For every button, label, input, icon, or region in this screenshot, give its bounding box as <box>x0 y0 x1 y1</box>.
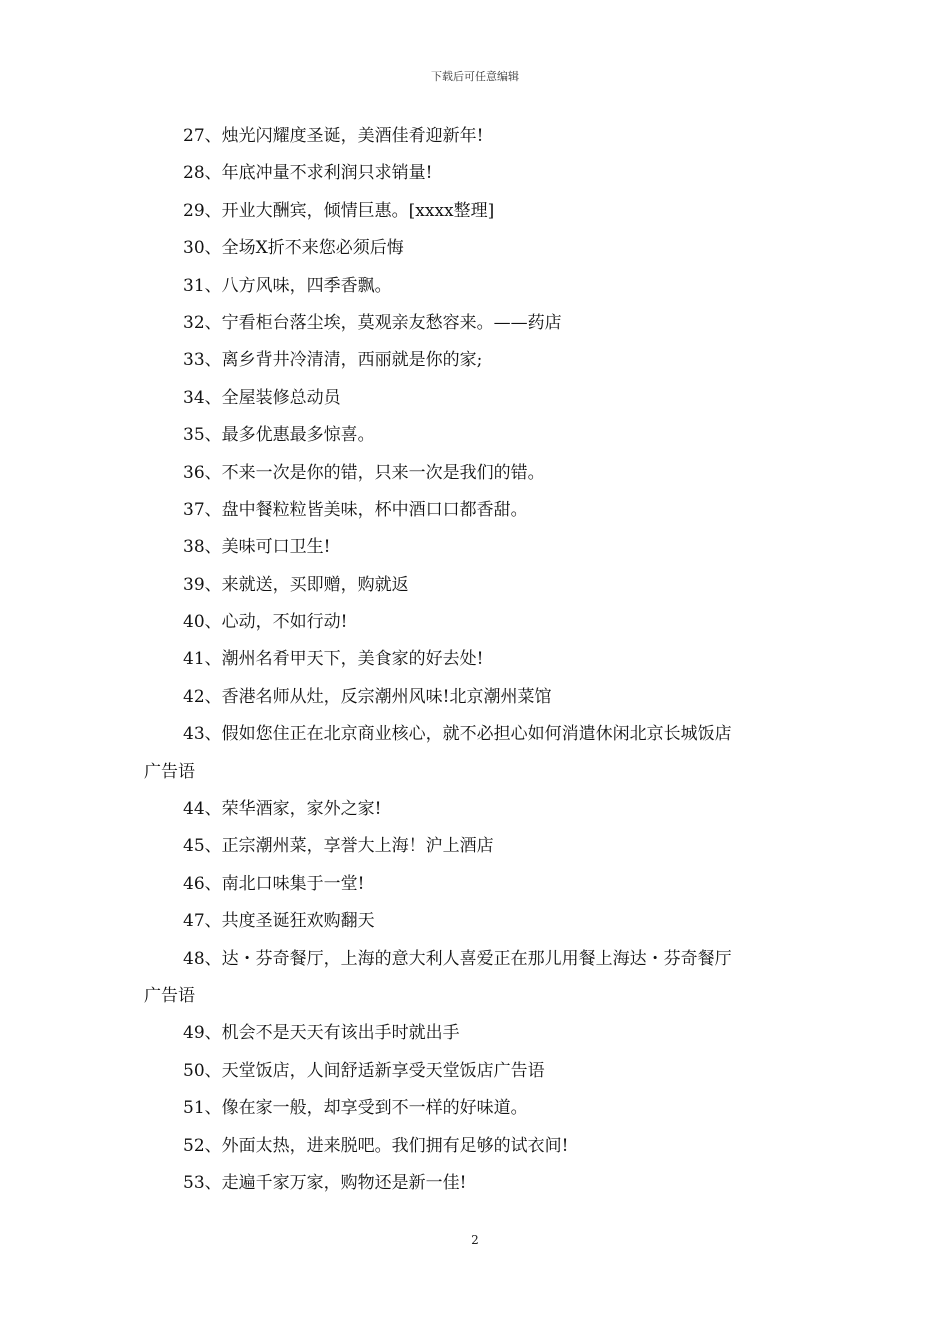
list-item-text: 50、天堂饭店，人间舒适新享受天堂饭店广告语 <box>183 1060 545 1081</box>
list-item-text: 29、开业大酬宾，倾情巨惠。[xxxx整理] <box>183 200 495 221</box>
list-item-text: 30、全场X折不来您必须后悔 <box>183 238 404 259</box>
list-item-continuation <box>0 754 950 791</box>
list-item-text: 46、南北口味集于一堂! <box>183 873 365 894</box>
list-item-continuation <box>0 978 950 1015</box>
list-item <box>0 1128 950 1165</box>
list-item <box>0 1165 950 1202</box>
list-item <box>0 641 950 678</box>
list-item <box>0 1053 950 1090</box>
list-item <box>0 866 950 903</box>
list-item-text: 40、心动，不如行动! <box>183 612 348 633</box>
list-item-text: 广告语 <box>144 985 195 1006</box>
list-item-text: 38、美味可口卫生! <box>183 537 331 558</box>
list-item <box>0 230 950 267</box>
list-item <box>0 305 950 342</box>
list-item <box>0 155 950 192</box>
list-item-text: 28、年底冲量不求利润只求销量! <box>183 163 433 184</box>
list-item-text: 31、八方风味，四季香飘。 <box>183 275 392 296</box>
list-item <box>0 342 950 379</box>
list-item-text: 37、盘中餐粒粒皆美味，杯中酒口口都香甜。 <box>183 499 528 520</box>
list-item-text: 49、机会不是天天有该出手时就出手 <box>183 1023 460 1044</box>
list-item <box>0 567 950 604</box>
list-item-text: 52、外面太热，进来脱吧。我们拥有足够的试衣间! <box>183 1135 569 1156</box>
list-item <box>0 455 950 492</box>
list-item-text: 43、假如您住正在北京商业核心，就不必担心如何消遣休闲北京长城饭店 <box>183 724 732 745</box>
list-item-text: 51、像在家一般，却享受到不一样的好味道。 <box>183 1098 528 1119</box>
list-item <box>0 492 950 529</box>
list-item-text: 44、荣华酒家，家外之家! <box>183 799 382 820</box>
slogan-list <box>0 118 950 1202</box>
list-item-text: 32、宁看柜台落尘埃，莫观亲友愁容来。——药店 <box>183 312 562 333</box>
list-item-text: 47、共度圣诞狂欢购翻天 <box>183 911 375 932</box>
list-item-text: 27、烛光闪耀度圣诞，美酒佳肴迎新年! <box>183 126 484 146</box>
list-item <box>0 1015 950 1052</box>
list-item-text: 41、潮州名肴甲天下，美食家的好去处! <box>183 649 484 670</box>
list-item <box>0 268 950 305</box>
list-item <box>0 679 950 716</box>
list-item-text: 42、香港名师从灶，反宗潮州风味!北京潮州菜馆 <box>183 686 552 707</box>
list-item-text: 广告语 <box>144 761 195 782</box>
list-item-text: 53、走遍千家万家，购物还是新一佳! <box>183 1172 467 1193</box>
list-item-text: 33、离乡背井冷清清，西丽就是你的家; <box>183 350 483 371</box>
list-item-text: 36、不来一次是你的错，只来一次是我们的错。 <box>183 462 545 483</box>
list-item <box>0 1090 950 1127</box>
list-item <box>0 941 950 978</box>
list-item <box>0 828 950 865</box>
list-item <box>0 193 950 230</box>
list-item <box>0 604 950 641</box>
list-item <box>0 417 950 454</box>
list-item <box>0 118 950 155</box>
list-item-text: 45、正宗潮州菜，享誉大上海！沪上酒店 <box>183 836 494 857</box>
page-number: 2 <box>471 1233 479 1247</box>
list-item <box>0 791 950 828</box>
list-item <box>0 380 950 417</box>
list-item <box>0 716 950 753</box>
list-item-text: 34、全屋装修总动员 <box>183 387 341 408</box>
list-item-text: 35、最多优惠最多惊喜。 <box>183 425 375 446</box>
list-item <box>0 529 950 566</box>
list-item <box>0 903 950 940</box>
list-item-text: 39、来就送，买即赠，购就返 <box>183 574 409 595</box>
list-item-text: 48、达・芬奇餐厅，上海的意大利人喜爱正在那儿用餐上海达・芬奇餐厅 <box>183 948 732 969</box>
page-header: 下载后可任意编辑 <box>431 70 519 83</box>
